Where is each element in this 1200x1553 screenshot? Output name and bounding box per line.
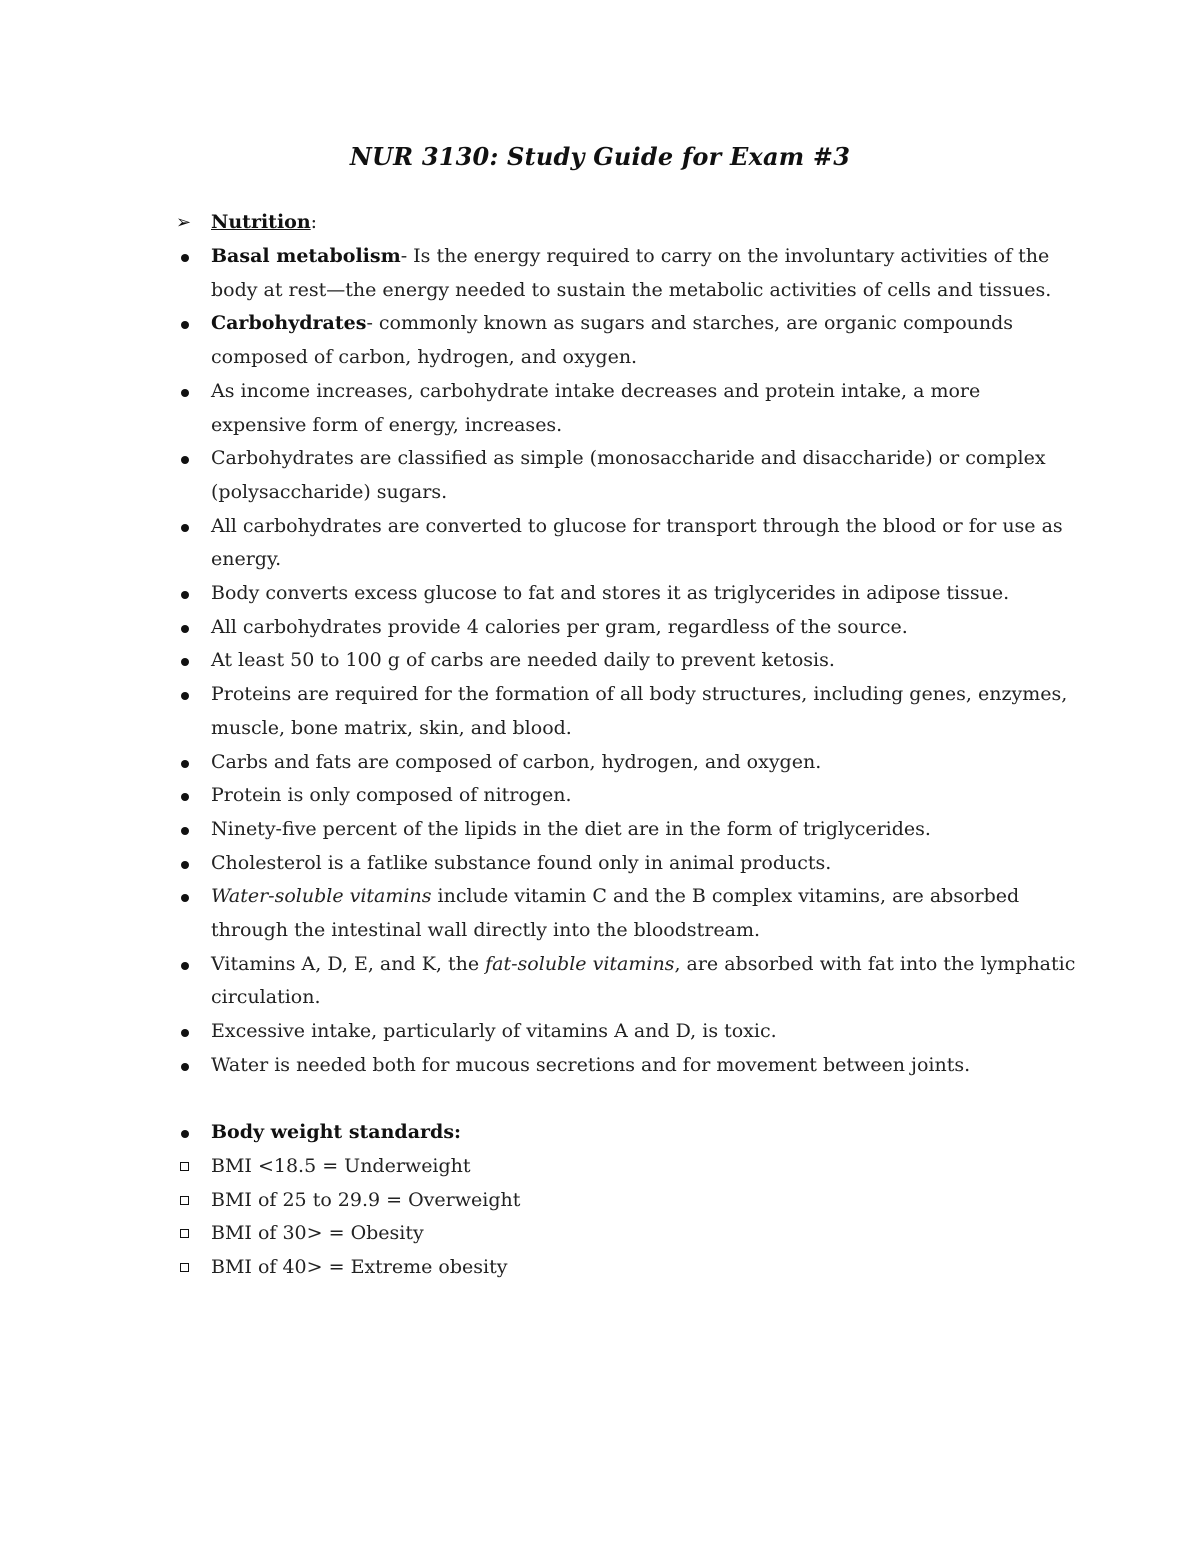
bullet-dot-icon	[181, 1029, 189, 1037]
square-bullet-icon	[180, 1263, 189, 1272]
section-spacer	[176, 1083, 1076, 1117]
item-text: Cholesterol is a fatlike substance found only in animal products.	[211, 851, 832, 874]
bullet-dot-icon	[181, 1063, 189, 1071]
section-heading-colon: :	[310, 211, 318, 234]
item-text: Water is needed both for mucous secretions and for movement between joints.	[211, 1053, 971, 1076]
item-text: Protein is only composed of nitrogen.	[211, 784, 572, 807]
list-item	[176, 880, 1076, 947]
bullet-dot-icon	[181, 591, 189, 599]
bullet-dot-icon	[181, 524, 189, 532]
list-item	[176, 442, 1076, 509]
list-item	[176, 779, 1076, 813]
square-bullet-icon	[180, 1162, 189, 1171]
section-heading-nutrition	[176, 206, 1076, 240]
bullet-dot-icon	[181, 1130, 189, 1138]
item-text: Body converts excess glucose to fat and stores it as triglycerides in adipose tissue.	[211, 582, 1010, 605]
term-label: Basal metabolism	[211, 245, 401, 267]
bmi-text: BMI <18.5 = Underweight	[211, 1154, 471, 1177]
bullet-dot-icon	[181, 658, 189, 666]
arrow-bullet-icon: ➢	[176, 212, 192, 234]
list-item	[176, 375, 1076, 442]
list-item	[176, 240, 1076, 307]
list-item	[176, 611, 1076, 645]
bullet-dot-icon	[181, 827, 189, 835]
body-weight-list	[176, 1116, 1076, 1285]
item-text: Proteins are required for the formation of all body structures, including genes, enzymes, muscle, bone matrix, skin, and blood.	[211, 683, 1068, 739]
emphasis-text: fat-soluble vitamins	[485, 952, 675, 975]
item-text: Ninety-five percent of the lipids in the diet are in the form of triglycerides.	[211, 817, 931, 840]
body-weight-heading-item	[176, 1116, 1076, 1150]
bullet-dot-icon	[181, 793, 189, 801]
bmi-text: BMI of 40> = Extreme obesity	[211, 1256, 508, 1279]
bullet-dot-icon	[181, 962, 189, 970]
bullet-dot-icon	[181, 625, 189, 633]
item-text: Excessive intake, particularly of vitamins A and D, is toxic.	[211, 1020, 777, 1043]
document-title: NUR 3130: Study Guide for Exam #3	[349, 142, 851, 171]
bmi-item	[176, 1217, 1076, 1251]
term-label: Carbohydrates	[211, 312, 367, 335]
item-text-prefix: Vitamins A, D, E, and K, the	[211, 952, 486, 975]
item-text: As income increases, carbohydrate intake decreases and protein intake, a more expensive form of energy, increases.	[211, 379, 981, 436]
nutrition-list	[176, 240, 1076, 1083]
list-item	[176, 847, 1076, 881]
bmi-item	[176, 1150, 1076, 1184]
list-item	[176, 307, 1076, 374]
bmi-item	[176, 1184, 1076, 1218]
bullet-dot-icon	[181, 321, 189, 329]
bmi-text: BMI of 30> = Obesity	[211, 1222, 424, 1245]
bmi-item	[176, 1251, 1076, 1285]
body-weight-heading: Body weight standards:	[211, 1121, 462, 1144]
bullet-dot-icon	[181, 760, 189, 768]
section-heading-label: Nutrition	[211, 211, 311, 234]
bmi-text: BMI of 25 to 29.9 = Overweight	[211, 1188, 521, 1211]
bullet-dot-icon	[181, 254, 189, 262]
item-text: All carbohydrates provide 4 calories per gram, regardless of the source.	[211, 615, 908, 638]
bullet-dot-icon	[181, 456, 189, 464]
item-text: - Is the energy required to carry on the involuntary activities of the body at rest—the energy needed to sustain the metabolic activities of cells and tissues.	[211, 245, 1052, 301]
list-item	[176, 1049, 1076, 1083]
list-item	[176, 746, 1076, 780]
emphasis-text: Water-soluble vitamins	[211, 885, 432, 908]
list-item	[176, 948, 1076, 1015]
list-item	[176, 813, 1076, 847]
item-text: Carbohydrates are classified as simple (monosaccharide and disaccharide) or complex (polysaccharide) sugars.	[211, 447, 1046, 503]
bullet-dot-icon	[181, 389, 189, 397]
list-item	[176, 510, 1076, 577]
item-text: At least 50 to 100 g of carbs are needed daily to prevent ketosis.	[211, 649, 835, 672]
item-text: - commonly known as sugars and starches, are organic compounds composed of carbon, hydrogen, and oxygen.	[211, 312, 1014, 369]
item-text: include vitamin C and the B complex vitamins, are absorbed through the intestinal wall directly into the bloodstream.	[211, 885, 1020, 942]
square-bullet-icon	[180, 1196, 189, 1205]
bullet-dot-icon	[181, 894, 189, 902]
document-content	[176, 206, 1076, 1285]
square-bullet-icon	[180, 1229, 189, 1238]
item-text: All carbohydrates are converted to glucose for transport through the blood or for use as energy.	[211, 514, 1063, 571]
item-text: Carbs and fats are composed of carbon, hydrogen, and oxygen.	[211, 750, 822, 773]
list-item	[176, 577, 1076, 611]
bullet-dot-icon	[181, 861, 189, 869]
list-item	[176, 644, 1076, 678]
list-item	[176, 1015, 1076, 1049]
item-text: , are absorbed with fat into the lymphatic circulation.	[211, 952, 1076, 1009]
bullet-dot-icon	[181, 692, 189, 700]
list-item	[176, 678, 1076, 745]
